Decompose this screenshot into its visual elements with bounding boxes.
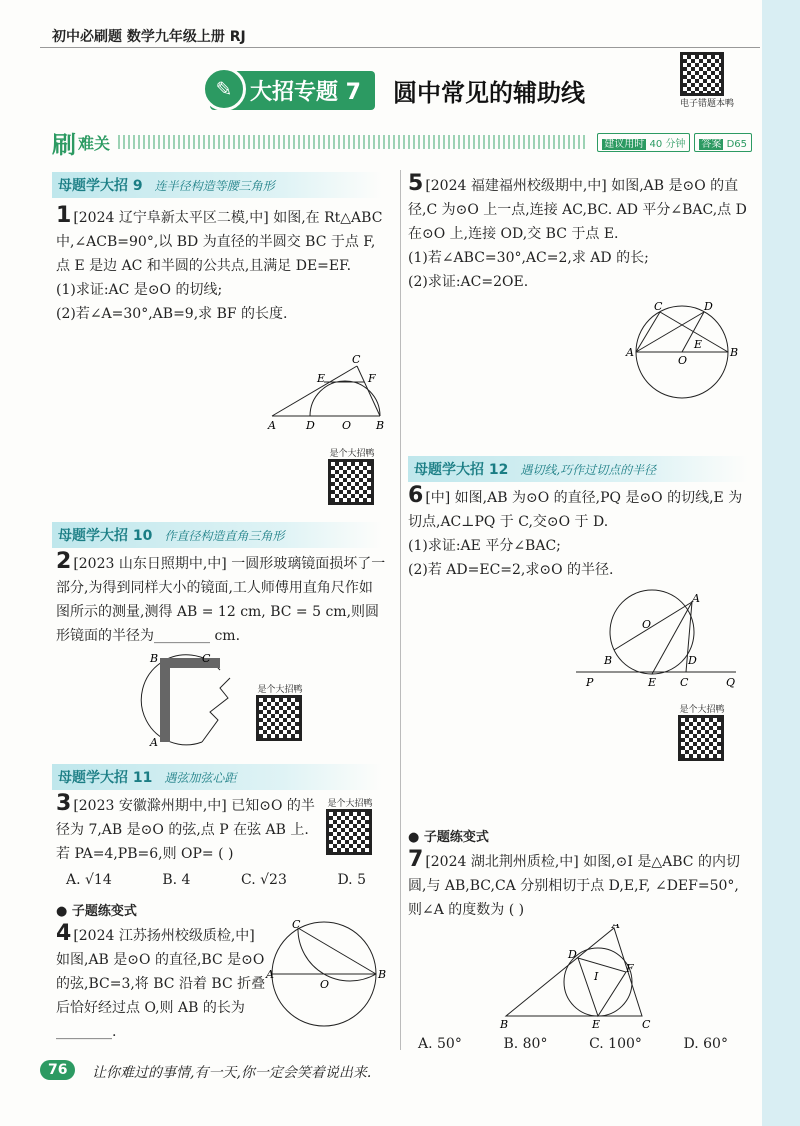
method-11-name: 母题学大招 11: [58, 770, 153, 786]
svg-text:B: B: [376, 419, 385, 432]
figure-4-svg: [264, 918, 394, 1038]
footer-motto: 让你难过的事情,有一天,你一定会笑着说出来.: [92, 1065, 372, 1081]
problem-7-text: [2024 湖北荆州质检,中] 如图,⊙I 是△ABC 的内切圆,与 AB,BC,CA 分别相切于点 D,E,F, ∠DEF=50°,则∠A 的度数为 ( ): [408, 854, 740, 918]
method-12-desc: 遇切线,巧作过切点的半径: [520, 462, 657, 477]
option-b[interactable]: B. 80°: [503, 1036, 548, 1052]
sub-variant-2: ● 子题练变式: [408, 830, 489, 845]
svg-text:E: E: [694, 338, 703, 351]
svg-text:E: E: [648, 676, 657, 689]
qr-label: 电子错题本鸭: [680, 99, 735, 109]
topic-qr[interactable]: [680, 52, 734, 109]
qr-2[interactable]: [256, 682, 304, 741]
svg-text:B: B: [378, 968, 387, 981]
svg-text:D: D: [688, 654, 697, 667]
problem-5-q1: (1)若∠ABC=30°,AC=2,求 AD 的长;: [408, 250, 649, 266]
method-9: [52, 172, 382, 198]
qr-code-icon[interactable]: [256, 695, 302, 741]
problem-7-options: [418, 1036, 728, 1052]
svg-text:D: D: [568, 948, 577, 961]
topic-title: 圆中常见的辅助线: [392, 78, 585, 107]
problem-3-text: [2023 安徽滁州期中,中] 已知⊙O 的半径为 7,AB 是⊙O 的弦,点 P 在弦 AB 上.若 PA=4,PB=6,则 OP= ( ): [56, 798, 315, 862]
svg-text:I: I: [594, 970, 599, 983]
svg-text:A: A: [612, 924, 620, 931]
svg-text:A: A: [266, 968, 274, 981]
figure-4: [264, 918, 394, 1042]
level-stripes: [118, 135, 585, 149]
problem-3-number: 3: [56, 791, 72, 816]
figure-6: [576, 586, 746, 694]
method-11: [52, 764, 382, 790]
time-label: 建议用时: [604, 138, 645, 150]
book-title: 初中必刷题 数学九年级上册 RJ: [52, 29, 246, 45]
svg-text:C: C: [654, 300, 663, 313]
svg-text:O: O: [678, 354, 688, 367]
method-9-desc: 连半径构造等腰三角形: [154, 178, 275, 193]
topic-tag-label: 大招专题 7: [250, 79, 361, 105]
problem-1-text: [2024 辽宁阜新太平区二模,中] 如图,在 Rt△ABC 中,∠ACB=90°,以 BD 为直径的半圆交 BC 于点 F,点 E 是边 AC 和半圆的公共点,且满足 DE=EF.: [56, 210, 383, 274]
method-12-name: 母题学大招 12: [414, 462, 509, 478]
problem-6-text: [中] 如图,AB 为⊙O 的直径,PQ 是⊙O 的切线,E 为切点,AC⊥PQ 于 C,交⊙O 于 D.: [408, 490, 743, 530]
svg-text:F: F: [368, 372, 376, 385]
problem-6: [408, 484, 748, 582]
problem-5-text: [2024 福建福州校级期中,中] 如图,AB 是⊙O 的直径,C 为⊙O 上一点,连接 AC,BC. AD 平分∠BAC,点 D 在⊙O 上,连接 OD,交 BC 于点 E.: [408, 178, 747, 242]
problem-4: [56, 922, 266, 1044]
problem-5-number: 5: [408, 171, 424, 196]
problem-2-number: 2: [56, 549, 72, 574]
svg-text:A: A: [150, 736, 158, 749]
svg-text:C: C: [202, 652, 211, 665]
svg-text:O: O: [342, 419, 352, 432]
level-bar: [52, 128, 752, 159]
option-b[interactable]: B. 4: [162, 872, 191, 888]
qr-3[interactable]: [326, 796, 374, 855]
svg-text:B: B: [730, 346, 739, 359]
problem-6-q1: (1)求证:AE 平分∠BAC;: [408, 538, 561, 554]
page-number: 76: [40, 1060, 75, 1080]
level-name: 难关: [78, 133, 111, 153]
qr-code-icon[interactable]: [680, 52, 724, 96]
problem-7-number: 7: [408, 847, 424, 872]
qr-code-icon[interactable]: [326, 809, 372, 855]
figure-5-svg: [622, 300, 742, 400]
svg-text:B: B: [500, 1018, 509, 1031]
option-d[interactable]: D. 60°: [683, 1036, 728, 1052]
option-a[interactable]: A. 50°: [418, 1036, 462, 1052]
svg-text:A: A: [268, 419, 276, 432]
figure-5: [622, 300, 742, 404]
svg-text:B: B: [604, 654, 613, 667]
figure-7: [496, 924, 656, 1036]
figure-6-svg: [576, 586, 746, 690]
page-edge: [762, 0, 800, 1126]
problem-3-options: [66, 872, 366, 888]
problem-1-q2: (2)若∠A=30°,AB=9,求 BF 的长度.: [56, 306, 288, 322]
figure-2-svg: [140, 650, 250, 750]
answer-tag: [694, 133, 752, 152]
svg-text:O: O: [320, 978, 330, 991]
svg-text:D: D: [306, 419, 315, 432]
figure-7-svg: [496, 924, 656, 1032]
qr-1[interactable]: [328, 446, 376, 505]
svg-text:Q: Q: [726, 676, 736, 689]
problem-2: [56, 550, 386, 648]
problem-4-text: [2024 江苏扬州校级质检,中] 如图,AB 是⊙O 的直径,BC 是⊙O 的弦,BC=3,将 BC 沿着 BC 折叠后恰好经过点 O,则 AB 的长为________.: [56, 928, 266, 1040]
problem-1: [56, 204, 386, 326]
topic-tag: [210, 71, 375, 110]
sub-variant-2-label: 子题练变式: [423, 830, 489, 845]
answer-label: 答案: [701, 138, 722, 150]
qr-3-label: 是个大招鸭: [327, 799, 373, 809]
method-10: [52, 522, 382, 548]
svg-text:C: C: [642, 1018, 651, 1031]
level-shua: 刷: [52, 130, 76, 159]
qr-code-icon[interactable]: [678, 715, 724, 761]
header-divider: [40, 47, 760, 48]
problem-5-q2: (2)求证:AC=2OE.: [408, 274, 529, 290]
problem-6-number: 6: [408, 483, 424, 508]
qr-2-label: 是个大招鸭: [257, 685, 303, 695]
problem-1-number: 1: [56, 203, 72, 228]
option-a[interactable]: A. √14: [66, 872, 112, 888]
sub-variant-1: ● 子题练变式: [56, 904, 137, 919]
method-9-name: 母题学大招 9: [58, 178, 143, 194]
pen-icon: ✎: [202, 67, 246, 111]
option-c[interactable]: C. 100°: [589, 1036, 642, 1052]
method-10-desc: 作直径构造直角三角形: [164, 528, 285, 543]
figure-2: [140, 650, 250, 754]
svg-text:A: A: [626, 346, 634, 359]
sub-variant-1-label: 子题练变式: [71, 904, 137, 919]
time-value: 40 分钟: [649, 138, 686, 150]
qr-1-label: 是个大招鸭: [329, 449, 375, 459]
problem-7: [408, 848, 748, 922]
svg-text:E: E: [592, 1018, 601, 1031]
svg-text:F: F: [626, 962, 634, 975]
problem-1-q1: (1)求证:AC 是⊙O 的切线;: [56, 282, 223, 298]
svg-text:P: P: [586, 676, 594, 689]
problem-4-number: 4: [56, 921, 72, 946]
qr-code-icon[interactable]: [328, 459, 374, 505]
time-tag: [597, 133, 690, 152]
problem-3: [56, 792, 322, 866]
option-d[interactable]: D. 5: [337, 872, 366, 888]
qr-4[interactable]: [678, 702, 726, 761]
column-divider: [400, 170, 401, 1050]
problem-2-text: [2023 山东日照期中,中] 一圆形玻璃镜面损坏了一部分,为得到同样大小的镜面,工人师傅用直角尺作如图所示的测量,测得 AB = 12 cm, BC = 5 cm,则圆形镜面的半径为________ cm.: [56, 556, 386, 644]
topic-banner: [210, 70, 585, 110]
svg-text:O: O: [642, 618, 652, 631]
answer-value: D65: [726, 138, 747, 150]
problem-6-q2: (2)若 AD=EC=2,求⊙O 的半径.: [408, 562, 614, 578]
option-c[interactable]: C. √23: [241, 872, 287, 888]
svg-text:C: C: [680, 676, 689, 689]
svg-text:D: D: [704, 300, 713, 313]
figure-1: [262, 352, 392, 436]
svg-text:C: C: [352, 353, 361, 366]
qr-4-label: 是个大招鸭: [679, 705, 725, 715]
method-12: [408, 456, 748, 482]
svg-text:B: B: [150, 652, 159, 665]
method-10-name: 母题学大招 10: [58, 528, 153, 544]
method-11-desc: 遇弦加弦心距: [164, 770, 237, 785]
svg-text:A: A: [692, 592, 700, 605]
svg-text:E: E: [317, 372, 326, 385]
svg-text:C: C: [292, 918, 301, 931]
figure-1-svg: [262, 352, 392, 432]
problem-5: [408, 172, 748, 294]
